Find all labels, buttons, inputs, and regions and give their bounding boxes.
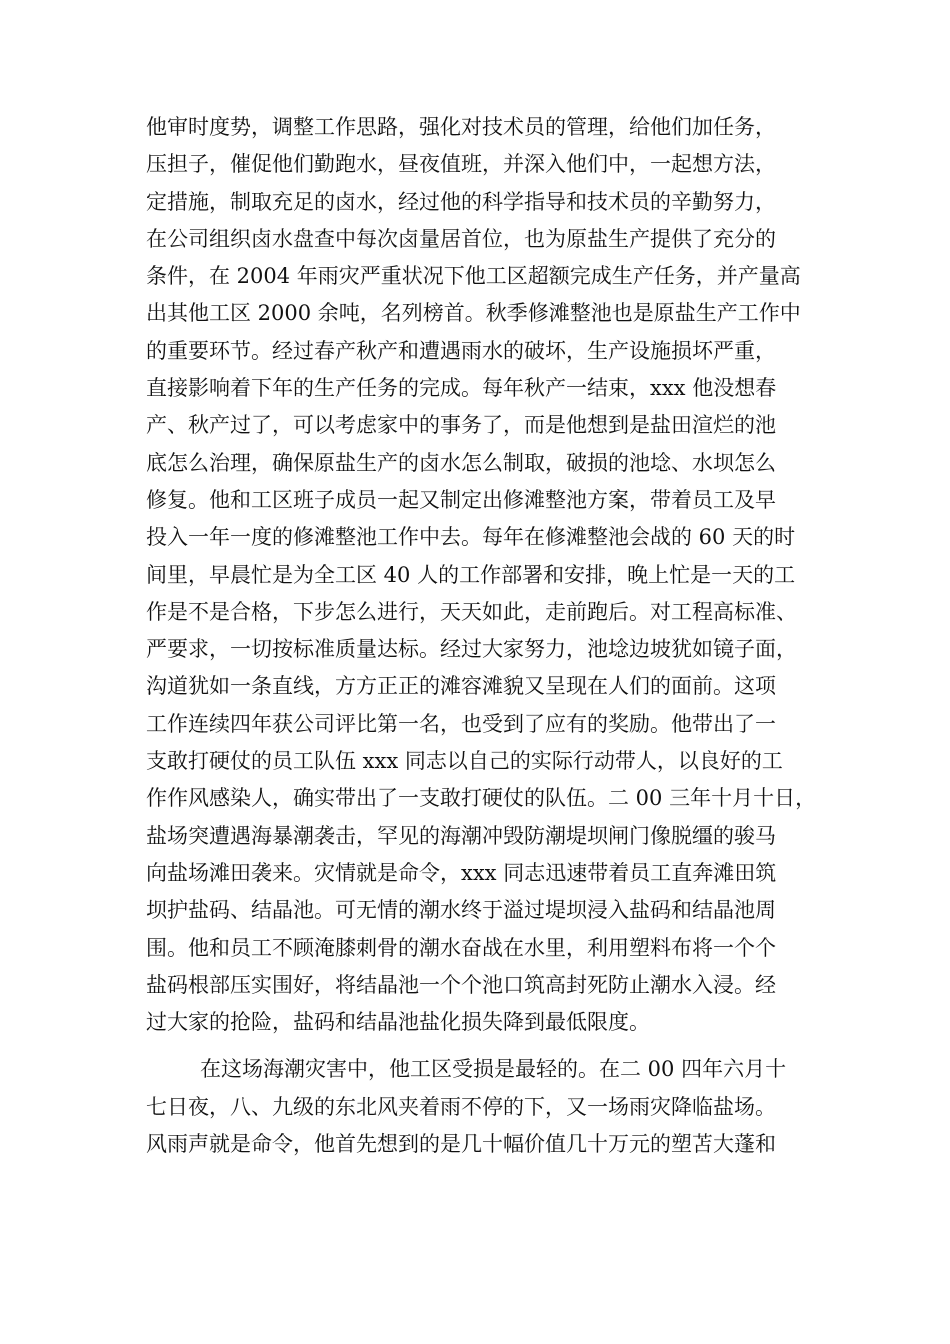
paragraph-spacer <box>146 1041 816 1051</box>
text-line: 的重要环节。经过春产秋产和遭遇雨水的破坏，生产设施损坏严重， <box>146 338 776 363</box>
text-line: 定措施，制取充足的卤水，经过他的科学指导和技术员的辛勤努力， <box>146 189 776 214</box>
text-line: 盐场突遭遇海暴潮袭击，罕见的海潮冲毁防潮堤坝闸门像脱缰的骏马 <box>146 823 776 848</box>
text-line: 投入一年一度的修滩整池工作中去。每年在修滩整池会战的 60 天的时 <box>146 525 796 550</box>
text-line: 沟道犹如一条直线，方方正正的滩容滩貌又呈现在人们的面前。这项 <box>146 674 776 699</box>
text-line: 风雨声就是命令，他首先想到的是几十幅价值几十万元的塑苫大蓬和 <box>146 1132 776 1157</box>
text-line: 产、秋产过了，可以考虑家中的事务了，而是他想到是盐田渲烂的池 <box>146 413 776 438</box>
text-line: 围。他和员工不顾淹膝刺骨的潮水奋战在水里，利用塑料布将一个个 <box>146 935 776 960</box>
text-line: 出其他工区 2000 余吨，名列榜首。秋季修滩整池也是原盐生产工作中 <box>146 301 801 326</box>
text-line: 坝护盐码、结晶池。可无情的潮水终于溢过堤坝浸入盐码和结晶池周 <box>146 898 776 923</box>
text-line: 底怎么治理，确保原盐生产的卤水怎么制取，破损的池埝、水坝怎么 <box>146 450 776 475</box>
text-line: 过大家的抢险，盐码和结晶池盐化损失降到最低限度。 <box>146 1010 650 1035</box>
text-line: 工作连续四年获公司评比第一名，也受到了应有的奖励。他带出了一 <box>146 711 776 736</box>
text-line: 严要求，一切按标准质量达标。经过大家努力，池埝边坡犹如镜子面， <box>146 637 797 662</box>
text-line: 修复。他和工区班子成员一起又制定出修滩整池方案，带着员工及早 <box>146 487 776 512</box>
text-line: 在公司组织卤水盘查中每次卤量居首位，也为原盐生产提供了充分的 <box>146 226 776 251</box>
text-line: 支敢打硬仗的员工队伍 xxx 同志以自己的实际行动带人，以良好的工 <box>146 749 783 774</box>
text-line: 直接影响着下年的生产任务的完成。每年秋产一结束，xxx 他没想春 <box>146 376 777 401</box>
text-line: 条件，在 2004 年雨灾严重状况下他工区超额完成生产任务，并产量高 <box>146 264 801 289</box>
text-line: 向盐场滩田袭来。灾情就是命令，xxx 同志迅速带着员工直奔滩田筑 <box>146 860 777 885</box>
text-line: 作作风感染人，确实带出了一支敢打硬仗的队伍。二 00 三年十月十日， <box>146 786 817 811</box>
paragraph-2 <box>146 1051 816 1163</box>
text-line: 压担子，催促他们勤跑水，昼夜值班，并深入他们中，一起想方法， <box>146 152 776 177</box>
text-line: 他审时度势，调整工作思路，强化对技术员的管理，给他们加任务， <box>146 115 776 139</box>
text-line: 七日夜，八、九级的东北风夹着雨不停的下，又一场雨灾降临盐场。 <box>146 1094 776 1119</box>
text-line: 作是不是合格，下步怎么进行，天天如此，走前跑后。对工程高标准、 <box>146 599 797 624</box>
paragraph-1 <box>146 109 816 1041</box>
text-line: 间里，早晨忙是为全工区 40 人的工作部署和安排，晚上忙是一天的工 <box>146 562 796 587</box>
text-line: 盐码根部压实围好，将结晶池一个个池口筑高封死防止潮水入浸。经 <box>146 972 776 997</box>
text-line: 在这场海潮灾害中，他工区受损是最轻的。在二 00 四年六月十 <box>200 1057 787 1082</box>
document-body <box>146 109 816 1163</box>
